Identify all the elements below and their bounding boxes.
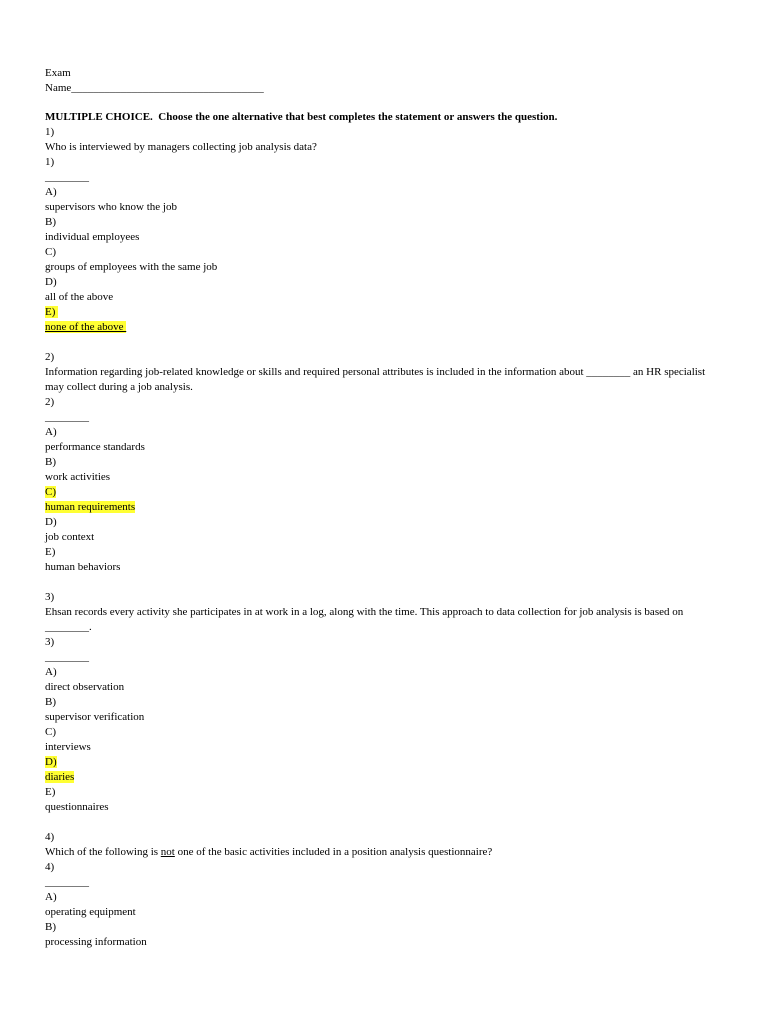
option-text: interviews [45, 741, 91, 753]
option-text: supervisors who know the job [45, 201, 177, 213]
option-letter: B) [45, 696, 56, 708]
option-letter: B) [45, 216, 56, 228]
option-text: work activities [45, 471, 111, 483]
option-text-highlighted: none of the above [45, 321, 127, 333]
question-number: 3) [45, 591, 55, 603]
question-text [45, 845, 725, 860]
question-text-after: one of the basic activities included in a position analysis questionnaire? [174, 846, 493, 858]
option-letter-highlighted: E) [45, 306, 59, 318]
name-line [45, 81, 725, 96]
option-text-highlighted: human requirements [45, 501, 136, 513]
option-letter-highlighted: C) [45, 486, 56, 498]
question-4 [45, 830, 725, 950]
question-number: 1) [45, 126, 55, 138]
question-text: Who is interviewed by managers collecting job analysis data? [45, 141, 317, 153]
question-1 [45, 125, 725, 335]
option-letter: A) [45, 891, 57, 903]
answer-number: 1) [45, 156, 55, 168]
option-letter: A) [45, 186, 57, 198]
option-text-highlighted: diaries [45, 771, 75, 783]
answer-blank[interactable]: ________ [45, 876, 89, 888]
question-2 [45, 350, 725, 575]
option-letter-highlighted: D) [45, 756, 57, 768]
exam-title: Exam [45, 67, 71, 79]
answer-number: 3) [45, 636, 55, 648]
option-letter: C) [45, 726, 56, 738]
option-letter: A) [45, 426, 57, 438]
question-text-before: Which of the following is [45, 846, 161, 858]
exam-page [45, 66, 725, 950]
option-letter: A) [45, 666, 57, 678]
option-text: operating equipment [45, 906, 136, 918]
option-text: performance standards [45, 441, 145, 453]
answer-blank[interactable]: ________ [45, 171, 89, 183]
option-text: groups of employees with the same job [45, 261, 218, 273]
name-blank[interactable]: ___________________________________ [71, 82, 264, 94]
question-text-emphasis: not [160, 846, 175, 858]
option-letter: D) [45, 516, 57, 528]
option-letter: E) [45, 546, 56, 558]
answer-blank[interactable]: ________ [45, 651, 89, 663]
option-text: direct observation [45, 681, 125, 693]
answer-number: 2) [45, 396, 55, 408]
option-letter: B) [45, 921, 56, 933]
option-letter: C) [45, 246, 56, 258]
option-text: all of the above [45, 291, 114, 303]
option-letter: D) [45, 276, 57, 288]
question-3 [45, 590, 725, 815]
option-text: human behaviors [45, 561, 121, 573]
question-text: Ehsan records every activity she participates in at work in a log, along with the time. This approach to data collection for job analysis is based on ________. [45, 606, 686, 633]
answer-number: 4) [45, 861, 55, 873]
question-number: 2) [45, 351, 55, 363]
option-text: questionnaires [45, 801, 109, 813]
option-text: supervisor verification [45, 711, 145, 723]
answer-blank[interactable]: ________ [45, 411, 89, 423]
option-text: individual employees [45, 231, 140, 243]
question-number: 4) [45, 831, 55, 843]
option-text: processing information [45, 936, 147, 948]
option-letter: B) [45, 456, 56, 468]
name-label: Name [45, 82, 72, 94]
option-letter: E) [45, 786, 56, 798]
instructions: MULTIPLE CHOICE. Choose the one alternative that best completes the statement or answers the question. [45, 111, 558, 123]
option-text: job context [45, 531, 95, 543]
question-text: Information regarding job-related knowledge or skills and required personal attributes is included in the information about ________ an HR specialist may collect during a job analysis. [45, 366, 708, 393]
